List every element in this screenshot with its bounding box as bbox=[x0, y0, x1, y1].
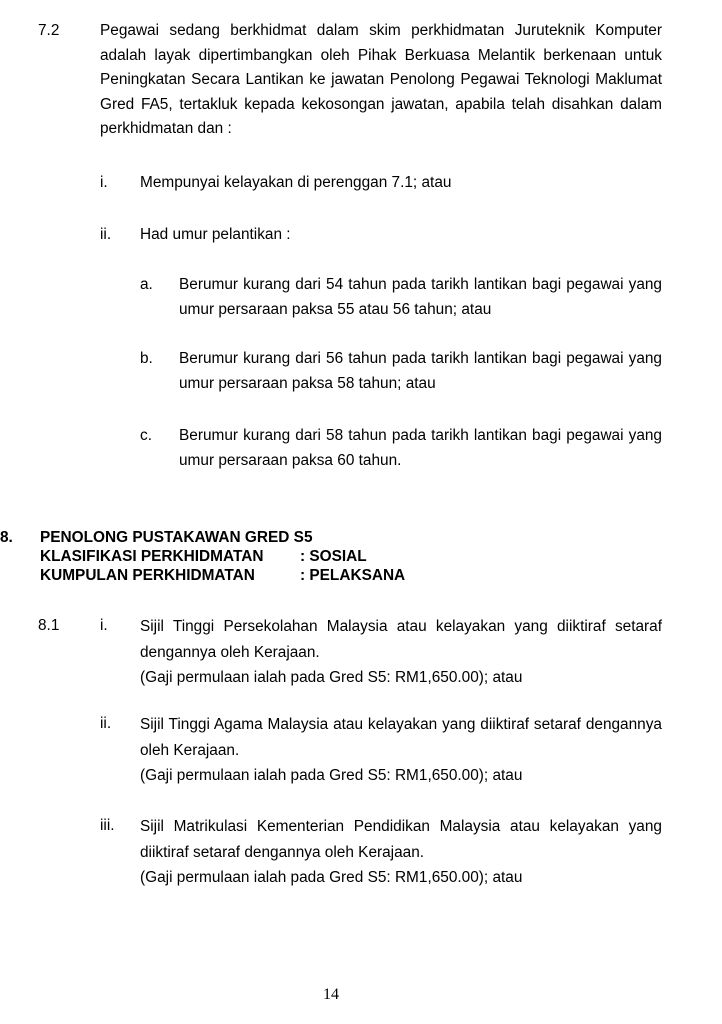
sublist-item-label: b. bbox=[140, 350, 153, 367]
sublist-item-text: Berumur kurang dari 54 tahun pada tarikh lantikan bagi pegawai yang umur persaraan paksa 55 atau 56 tahun; atau bbox=[179, 276, 662, 318]
qualification-text: Sijil Tinggi Agama Malaysia atau kelayakan yang diiktiraf setaraf dengannya oleh Kerajaan. bbox=[140, 716, 662, 759]
list-item-label: i. bbox=[100, 617, 108, 634]
salary-note: (Gaji permulaan ialah pada Gred S5: RM1,650.00); atau bbox=[140, 869, 523, 886]
list-item-label: iii. bbox=[100, 817, 115, 834]
list-item-text: Mempunyai kelayakan di perenggan 7.1; atau bbox=[140, 174, 452, 191]
sublist-item-label: a. bbox=[140, 276, 153, 293]
classification-key: KLASIFIKASI PERKHIDMATAN bbox=[40, 548, 264, 565]
salary-note: (Gaji permulaan ialah pada Gred S5: RM1,650.00); atau bbox=[140, 767, 523, 784]
list-item-label: ii. bbox=[100, 715, 112, 732]
salary-note: (Gaji permulaan ialah pada Gred S5: RM1,650.00); atau bbox=[140, 669, 523, 686]
sublist-item-text: Berumur kurang dari 56 tahun pada tarikh lantikan bagi pegawai yang umur persaraan paksa 58 tahun; atau bbox=[179, 350, 662, 392]
list-item-label: i. bbox=[100, 174, 108, 191]
sublist-item-text: Berumur kurang dari 58 tahun pada tarikh lantikan bagi pegawai yang umur persaraan paksa 60 tahun. bbox=[179, 427, 662, 469]
sublist-item-label: c. bbox=[140, 427, 152, 444]
section-8-title: PENOLONG PUSTAKAWAN GRED S5 bbox=[40, 529, 313, 546]
list-item bbox=[140, 712, 662, 789]
section-7-2-text: Pegawai sedang berkhidmat dalam skim perkhidmatan Juruteknik Komputer adalah layak dipertimbangkan oleh Pihak Berkuasa Melantik berkenaan untuk Peningkatan Secara Lantikan ke jawatan Penolong Pegawai Teknologi Maklumat Gred FA5, tertakluk kepada kekosongan jawatan, apabila telah disahkan dalam perkhidmatan dan : bbox=[100, 22, 662, 137]
section-7-2-number: 7.2 bbox=[38, 22, 60, 39]
qualification-text: Sijil Tinggi Persekolahan Malaysia atau kelayakan yang diiktiraf setaraf dengannya oleh Kerajaan. bbox=[140, 618, 662, 661]
list-item-label: ii. bbox=[100, 226, 112, 243]
group-key: KUMPULAN PERKHIDMATAN bbox=[40, 567, 255, 584]
section-8-number: 8. bbox=[0, 529, 13, 546]
section-8-1-number: 8.1 bbox=[38, 617, 60, 634]
qualification-text: Sijil Matrikulasi Kementerian Pendidikan Malaysia atau kelayakan yang diiktiraf setaraf dengannya oleh Kerajaan. bbox=[140, 818, 662, 861]
list-item-text: Had umur pelantikan : bbox=[140, 226, 291, 243]
classification-value: : SOSIAL bbox=[300, 548, 367, 565]
group-value: : PELAKSANA bbox=[300, 567, 406, 584]
list-item bbox=[140, 814, 662, 891]
list-item bbox=[140, 614, 662, 691]
classification-row bbox=[40, 547, 367, 566]
group-row bbox=[40, 566, 405, 585]
page-number: 14 bbox=[323, 986, 339, 1003]
